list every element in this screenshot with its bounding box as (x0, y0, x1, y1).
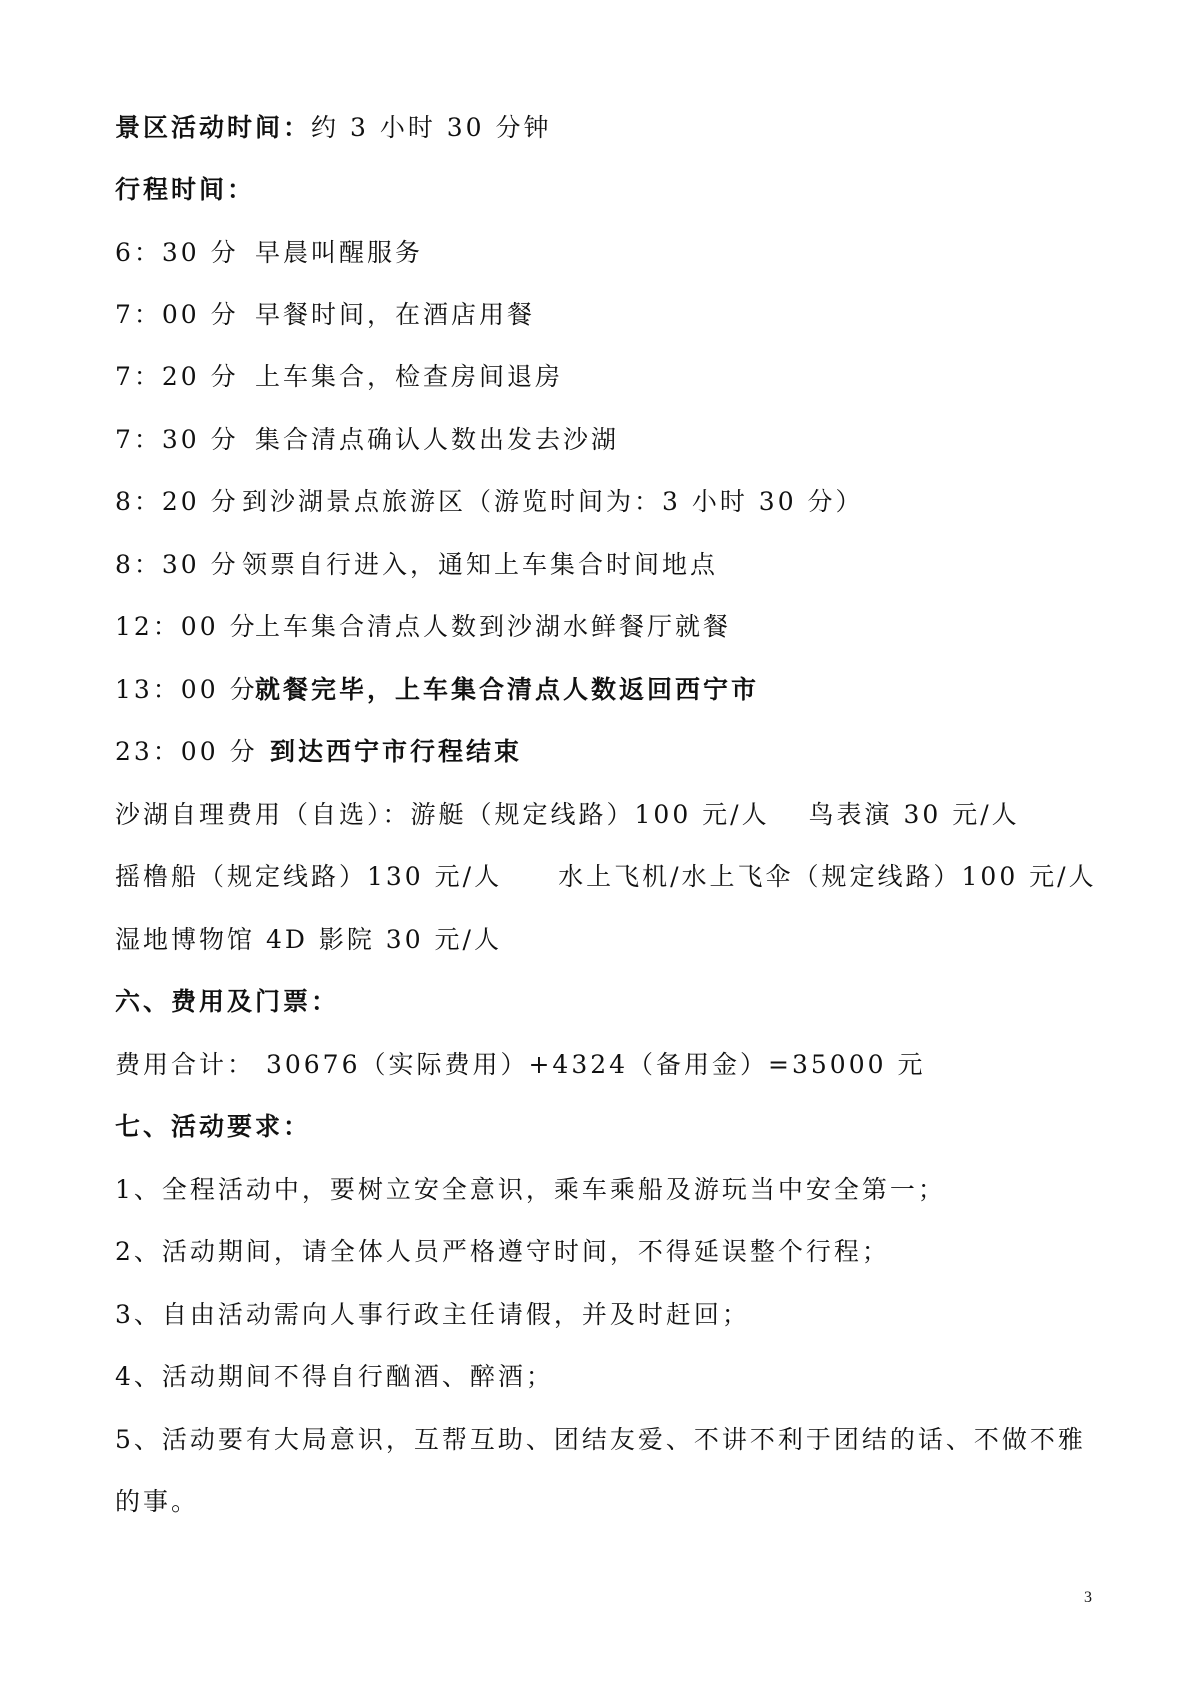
schedule-row (115, 607, 732, 647)
schedule-activity: 就餐完毕，上车集合清点人数返回西宁市 (255, 675, 760, 704)
schedule-time: 7：20 分 (115, 362, 239, 391)
schedule-time: 12：00 分 (115, 612, 258, 641)
schedule-time: 7：30 分 (115, 425, 239, 454)
schedule-time: 7：00 分 (115, 300, 239, 329)
requirement-item: 4、活动期间不得自行酗酒、醉酒； (115, 1362, 554, 1391)
fees-total: 费用合计： 30676（实际费用）+4324（备用金）=35000 元 (115, 1050, 926, 1079)
schedule-activity: 领票自行进入，通知上车集合时间地点 (242, 550, 719, 579)
schedule-activity: 到沙湖景点旅游区（游览时间为：3 小时 30 分） (242, 487, 864, 516)
schedule-time: 13：00 分 (115, 675, 258, 704)
requirements-heading: 七、活动要求： (115, 1112, 312, 1141)
schedule-row (115, 233, 424, 273)
schedule-time: 8：30 分 (115, 550, 239, 579)
schedule-activity: 上车集合，检查房间退房 (255, 362, 564, 391)
optional-cost-line: 沙湖自理费用（自选）：游艇（规定线路）100 元/人 鸟表演 30 元/人 (115, 800, 1020, 829)
page-number: 3 (1084, 1589, 1092, 1606)
requirement-item: 3、自由活动需向人事行政主任请假，并及时赶回； (115, 1300, 750, 1329)
optional-cost-line: 摇橹船（规定线路）130 元/人 水上飞机/水上飞伞（规定线路）100 元/人 (115, 862, 1097, 891)
schedule-row (115, 420, 620, 460)
schedule-heading: 行程时间： (115, 175, 256, 204)
requirement-item: 5、活动要有大局意识，互帮互助、团结友爱、不讲不利于团结的话、不做不雅 (115, 1425, 1086, 1454)
schedule-activity: 早餐时间，在酒店用餐 (255, 300, 536, 329)
schedule-row (115, 732, 523, 772)
duration-label: 景区活动时间： (115, 113, 312, 142)
schedule-row (115, 545, 719, 585)
schedule-row (115, 482, 864, 522)
schedule-activity: 上车集合清点人数到沙湖水鲜餐厅就餐 (255, 612, 732, 641)
optional-cost-line: 湿地博物馆 4D 影院 30 元/人 (115, 925, 502, 954)
schedule-time: 6：30 分 (115, 238, 239, 267)
duration-value: 约 3 小时 30 分钟 (311, 113, 552, 142)
requirement-item: 2、活动期间，请全体人员严格遵守时间，不得延误整个行程； (115, 1237, 890, 1266)
fees-heading: 六、费用及门票： (115, 987, 340, 1016)
duration-line (115, 108, 552, 148)
schedule-time: 23：00 分 (115, 737, 258, 766)
schedule-row (115, 670, 760, 710)
schedule-activity: 到达西宁市行程结束 (270, 737, 523, 766)
schedule-time: 8：20 分 (115, 487, 239, 516)
schedule-activity: 集合清点确认人数出发去沙湖 (255, 425, 620, 454)
schedule-row (115, 295, 536, 335)
requirement-item: 1、全程活动中，要树立安全意识，乘车乘船及游玩当中安全第一； (115, 1175, 946, 1204)
requirement-item-continuation: 的事。 (115, 1487, 200, 1516)
schedule-row (115, 357, 564, 397)
schedule-activity: 早晨叫醒服务 (255, 238, 424, 267)
